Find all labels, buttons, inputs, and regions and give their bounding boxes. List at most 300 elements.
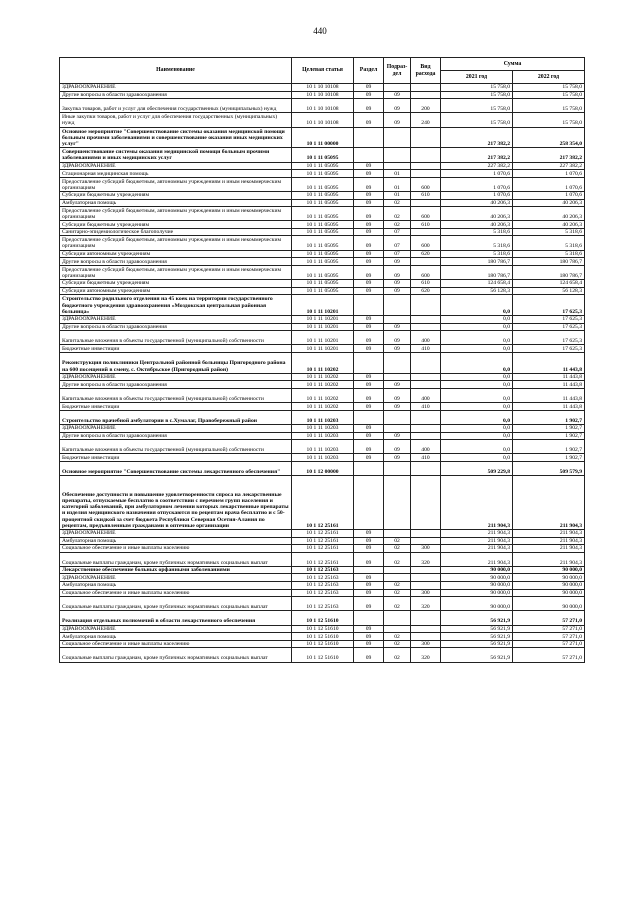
row-name: ЗДРАВООХРАНЕНИЕ bbox=[60, 529, 292, 537]
row-name: ЗДРАВООХРАНЕНИЕ bbox=[60, 373, 292, 381]
row-sum-2022: 5 318,6 bbox=[513, 236, 585, 250]
row-sum-2021: 1 070,6 bbox=[441, 191, 513, 199]
row-name: Основное мероприятие "Совершенствование системы оказания медицинской помощи больным прочими заболеваниями и совершенствование оказания иных медицинских услуг" bbox=[60, 127, 292, 148]
row-sum-2022: 57 271,0 bbox=[513, 611, 585, 625]
row-expense-type: 610 bbox=[411, 221, 441, 229]
row-section bbox=[354, 353, 384, 374]
row-sum-2021: 211 904,3 bbox=[441, 552, 513, 566]
row-target-code: 10 1 12 25163 bbox=[292, 582, 354, 590]
row-sum-2022: 15 758,0 bbox=[513, 91, 585, 99]
row-expense-type bbox=[411, 127, 441, 148]
row-expense-type bbox=[411, 323, 441, 331]
row-name: Бюджетные инвестиции bbox=[60, 345, 292, 353]
row-sum-2021: 0,0 bbox=[441, 403, 513, 411]
row-subsection: 09 bbox=[384, 331, 411, 345]
table-row bbox=[60, 582, 585, 590]
row-name: Другие вопросы в области здравоохранения bbox=[60, 258, 292, 266]
row-expense-type bbox=[411, 582, 441, 590]
row-sum-2021: 56 921,9 bbox=[441, 625, 513, 633]
table-row bbox=[60, 574, 585, 582]
row-expense-type bbox=[411, 295, 441, 316]
row-subsection bbox=[384, 625, 411, 633]
row-expense-type: 410 bbox=[411, 345, 441, 353]
row-sum-2021: 0,0 bbox=[441, 373, 513, 381]
row-sum-2021: 0,0 bbox=[441, 432, 513, 440]
table-row bbox=[60, 221, 585, 229]
row-expense-type: 400 bbox=[411, 331, 441, 345]
row-expense-type: 320 bbox=[411, 552, 441, 566]
row-section bbox=[354, 410, 384, 424]
row-target-code: 10 1 10 10108 bbox=[292, 99, 354, 113]
row-sum-2021: 227 382,2 bbox=[441, 162, 513, 170]
table-row bbox=[60, 625, 585, 633]
row-section: 09 bbox=[354, 454, 384, 462]
table-row bbox=[60, 280, 585, 288]
row-subsection bbox=[384, 410, 411, 424]
row-target-code: 10 1 12 51610 bbox=[292, 625, 354, 633]
row-target-code: 10 1 11 05095 bbox=[292, 265, 354, 279]
row-sum-2022: 11 443,8 bbox=[513, 353, 585, 374]
row-section: 09 bbox=[354, 589, 384, 597]
row-section: 09 bbox=[354, 403, 384, 411]
row-sum-2022: 40 206,3 bbox=[513, 221, 585, 229]
row-subsection: 02 bbox=[384, 640, 411, 648]
row-expense-type bbox=[411, 574, 441, 582]
row-sum-2021: 0,0 bbox=[441, 316, 513, 324]
row-subsection bbox=[384, 373, 411, 381]
row-subsection: 02 bbox=[384, 582, 411, 590]
row-name: Субсидии автономным учреждениям bbox=[60, 287, 292, 295]
row-sum-2021: 56 921,9 bbox=[441, 633, 513, 641]
row-sum-2022: 90 000,0 bbox=[513, 574, 585, 582]
row-name: Предоставление субсидий бюджетным, автономным учреждениям и иным некоммерческим организациям bbox=[60, 265, 292, 279]
row-name: Реализация отдельных полномочий в области лекарственного обеспечения bbox=[60, 611, 292, 625]
row-target-code: 10 1 11 00000 bbox=[292, 127, 354, 148]
row-sum-2022: 40 206,3 bbox=[513, 199, 585, 207]
row-expense-type: 400 bbox=[411, 388, 441, 402]
row-target-code: 10 1 12 25163 bbox=[292, 597, 354, 611]
row-section: 09 bbox=[354, 228, 384, 236]
row-name: Предоставление субсидий бюджетным, автономным учреждениям и иным некоммерческим организациям bbox=[60, 236, 292, 250]
row-section: 09 bbox=[354, 545, 384, 553]
table-row bbox=[60, 566, 585, 574]
row-target-code: 10 1 11 05095 bbox=[292, 177, 354, 191]
row-name: Строительство врачебной амбулатории в с.Хумалаг, Правобережный район bbox=[60, 410, 292, 424]
table-row bbox=[60, 258, 585, 266]
row-expense-type: 240 bbox=[411, 113, 441, 127]
header-2022: 2022 год bbox=[513, 71, 585, 84]
row-sum-2021: 0,0 bbox=[441, 295, 513, 316]
row-sum-2022: 1 902,7 bbox=[513, 454, 585, 462]
row-sum-2021: 40 206,3 bbox=[441, 221, 513, 229]
row-sum-2021: 1 070,6 bbox=[441, 170, 513, 178]
row-sum-2022: 1 070,6 bbox=[513, 191, 585, 199]
row-target-code: 10 1 12 51610 bbox=[292, 648, 354, 662]
row-expense-type bbox=[411, 381, 441, 389]
row-expense-type bbox=[411, 633, 441, 641]
row-sum-2022: 17 625,3 bbox=[513, 331, 585, 345]
row-sum-2021: 124 658,4 bbox=[441, 280, 513, 288]
row-subsection: 09 bbox=[384, 99, 411, 113]
row-subsection bbox=[384, 566, 411, 574]
row-subsection bbox=[384, 127, 411, 148]
row-sum-2021: 0,0 bbox=[441, 323, 513, 331]
table-row bbox=[60, 113, 585, 127]
row-section: 09 bbox=[354, 424, 384, 432]
row-sum-2021: 0,0 bbox=[441, 331, 513, 345]
row-name: Другие вопросы в области здравоохранения bbox=[60, 432, 292, 440]
row-sum-2021: 5 318,6 bbox=[441, 228, 513, 236]
row-name: Реконструкция поликлиники Центральной районной больницы Пригородного района на 600 посещений в смену, с. Октябрьское (Пригородный район) bbox=[60, 353, 292, 374]
row-section: 09 bbox=[354, 316, 384, 324]
row-subsection: 09 bbox=[384, 432, 411, 440]
row-sum-2022: 1 070,6 bbox=[513, 170, 585, 178]
row-section: 09 bbox=[354, 440, 384, 454]
row-expense-type: 300 bbox=[411, 545, 441, 553]
row-name: Амбулаторная помощь bbox=[60, 537, 292, 545]
row-target-code: 10 1 11 10201 bbox=[292, 331, 354, 345]
row-target-code: 10 1 12 51610 bbox=[292, 611, 354, 625]
row-name: Социальное обеспечение и иные выплаты населению bbox=[60, 589, 292, 597]
row-expense-type bbox=[411, 476, 441, 530]
row-sum-2022: 211 904,3 bbox=[513, 476, 585, 530]
row-expense-type: 600 bbox=[411, 177, 441, 191]
row-subsection: 09 bbox=[384, 265, 411, 279]
row-name: Иные закупки товаров, работ и услуг для обеспечения государственных (муниципальных) нужд bbox=[60, 113, 292, 127]
row-section: 09 bbox=[354, 170, 384, 178]
table-row bbox=[60, 440, 585, 454]
row-section: 09 bbox=[354, 250, 384, 258]
row-sum-2022: 217 382,2 bbox=[513, 148, 585, 162]
row-name: Капитальные вложения в объекты государственной (муниципальной) собственности bbox=[60, 331, 292, 345]
row-name: Бюджетные инвестиции bbox=[60, 403, 292, 411]
table-row bbox=[60, 424, 585, 432]
row-subsection: 09 bbox=[384, 323, 411, 331]
row-expense-type bbox=[411, 373, 441, 381]
row-section: 09 bbox=[354, 287, 384, 295]
row-target-code: 10 1 11 10203 bbox=[292, 454, 354, 462]
row-expense-type bbox=[411, 199, 441, 207]
row-name: ЗДРАВООХРАНЕНИЕ bbox=[60, 625, 292, 633]
row-sum-2021: 211 904,3 bbox=[441, 529, 513, 537]
table-row bbox=[60, 191, 585, 199]
row-subsection bbox=[384, 476, 411, 530]
row-sum-2021: 211 904,3 bbox=[441, 545, 513, 553]
row-subsection: 01 bbox=[384, 177, 411, 191]
row-expense-type: 620 bbox=[411, 250, 441, 258]
row-sum-2022: 11 443,8 bbox=[513, 373, 585, 381]
row-target-code: 10 1 11 05095 bbox=[292, 258, 354, 266]
table-row bbox=[60, 589, 585, 597]
row-name: Социальные выплаты гражданам, кроме публичных нормативных социальных выплат bbox=[60, 597, 292, 611]
table-row bbox=[60, 127, 585, 148]
row-name: Стационарная медицинская помощь bbox=[60, 170, 292, 178]
row-section: 09 bbox=[354, 207, 384, 221]
row-sum-2022: 90 000,0 bbox=[513, 589, 585, 597]
row-subsection: 09 bbox=[384, 258, 411, 266]
row-sum-2022: 1 902,7 bbox=[513, 432, 585, 440]
row-sum-2022: 17 625,3 bbox=[513, 345, 585, 353]
row-sum-2021: 90 000,0 bbox=[441, 589, 513, 597]
row-section: 09 bbox=[354, 381, 384, 389]
row-target-code: 10 1 12 25161 bbox=[292, 552, 354, 566]
row-sum-2021: 5 318,6 bbox=[441, 250, 513, 258]
row-section: 09 bbox=[354, 345, 384, 353]
row-sum-2021: 15 758,0 bbox=[441, 84, 513, 92]
row-subsection bbox=[384, 316, 411, 324]
row-sum-2021: 15 758,0 bbox=[441, 99, 513, 113]
table-row bbox=[60, 295, 585, 316]
row-section: 09 bbox=[354, 280, 384, 288]
header-target: Целевая статья bbox=[292, 58, 354, 84]
row-sum-2022: 57 271,0 bbox=[513, 648, 585, 662]
row-subsection: 07 bbox=[384, 228, 411, 236]
row-subsection: 02 bbox=[384, 207, 411, 221]
row-sum-2021: 0,0 bbox=[441, 454, 513, 462]
row-section bbox=[354, 461, 384, 475]
header-expense-type: Вид расхода bbox=[411, 58, 441, 84]
table-header bbox=[60, 58, 585, 84]
row-sum-2021: 0,0 bbox=[441, 381, 513, 389]
row-name: Обеспечение доступности и повышение удовлетворенности спроса на лекарственные препараты, отпускаемые бесплатно в соответствии с перечнем групп населения и категорий заболеваний, при амбулаторном лечении которых лекарственные препараты и изделия медицинского назначения отпускаются по рецептам врача бесплатно и с 50-процентной скидкой за счет бюджета Республики Северная Осетия-Алания по рецептам, предъявленным гражданами в оптечные организации bbox=[60, 476, 292, 530]
row-sum-2022: 57 271,0 bbox=[513, 633, 585, 641]
header-name: Наименование bbox=[60, 58, 292, 84]
row-subsection: 07 bbox=[384, 236, 411, 250]
row-sum-2022: 11 443,8 bbox=[513, 403, 585, 411]
row-expense-type: 600 bbox=[411, 236, 441, 250]
row-section: 09 bbox=[354, 388, 384, 402]
table-row bbox=[60, 316, 585, 324]
row-sum-2022: 90 000,0 bbox=[513, 566, 585, 574]
row-subsection: 09 bbox=[384, 287, 411, 295]
row-sum-2021: 1 070,6 bbox=[441, 177, 513, 191]
row-expense-type: 600 bbox=[411, 265, 441, 279]
row-sum-2022: 211 904,3 bbox=[513, 529, 585, 537]
row-expense-type: 600 bbox=[411, 207, 441, 221]
row-target-code: 10 1 11 10201 bbox=[292, 316, 354, 324]
row-subsection bbox=[384, 84, 411, 92]
table-row bbox=[60, 403, 585, 411]
row-section bbox=[354, 127, 384, 148]
table-row bbox=[60, 353, 585, 374]
row-expense-type bbox=[411, 316, 441, 324]
row-name: Амбулаторная помощь bbox=[60, 633, 292, 641]
row-target-code: 10 1 11 05095 bbox=[292, 221, 354, 229]
table-row bbox=[60, 545, 585, 553]
row-name: Санитарно-эпидемиологическое благополучие bbox=[60, 228, 292, 236]
row-sum-2022: 17 625,3 bbox=[513, 295, 585, 316]
row-sum-2022: 17 625,3 bbox=[513, 316, 585, 324]
table-row bbox=[60, 454, 585, 462]
row-name: Бюджетные инвестиции bbox=[60, 454, 292, 462]
row-name: ЗДРАВООХРАНЕНИЕ bbox=[60, 316, 292, 324]
row-sum-2021: 15 758,0 bbox=[441, 113, 513, 127]
row-expense-type bbox=[411, 228, 441, 236]
row-subsection bbox=[384, 295, 411, 316]
row-subsection: 02 bbox=[384, 221, 411, 229]
row-expense-type bbox=[411, 258, 441, 266]
row-target-code: 10 1 12 51610 bbox=[292, 633, 354, 641]
row-section bbox=[354, 476, 384, 530]
table-row bbox=[60, 323, 585, 331]
row-target-code: 10 1 10 10108 bbox=[292, 113, 354, 127]
row-expense-type bbox=[411, 353, 441, 374]
row-subsection: 09 bbox=[384, 381, 411, 389]
row-sum-2021: 40 206,3 bbox=[441, 199, 513, 207]
row-sum-2022: 211 904,3 bbox=[513, 552, 585, 566]
row-section: 09 bbox=[354, 84, 384, 92]
row-sum-2022: 1 902,7 bbox=[513, 440, 585, 454]
row-sum-2022: 211 904,3 bbox=[513, 545, 585, 553]
row-section: 09 bbox=[354, 432, 384, 440]
row-sum-2022: 57 271,0 bbox=[513, 640, 585, 648]
row-target-code: 10 1 10 10108 bbox=[292, 84, 354, 92]
row-target-code: 10 1 12 25163 bbox=[292, 589, 354, 597]
row-sum-2021: 509 229,8 bbox=[441, 461, 513, 475]
row-sum-2022: 11 443,8 bbox=[513, 388, 585, 402]
row-target-code: 10 1 12 25161 bbox=[292, 537, 354, 545]
table-row bbox=[60, 648, 585, 662]
row-name: Строительство родильного отделения на 45 коек на территории государственного бюджетного учреждения здравоохранения «Моздокская центральная районная больница» bbox=[60, 295, 292, 316]
row-sum-2022: 90 000,0 bbox=[513, 597, 585, 611]
table-body bbox=[60, 84, 585, 663]
row-target-code: 10 1 12 25161 bbox=[292, 545, 354, 553]
row-target-code: 10 1 11 05095 bbox=[292, 191, 354, 199]
row-expense-type: 410 bbox=[411, 403, 441, 411]
row-target-code: 10 1 11 10202 bbox=[292, 403, 354, 411]
row-sum-2021: 180 786,7 bbox=[441, 258, 513, 266]
table-row bbox=[60, 633, 585, 641]
row-sum-2021: 0,0 bbox=[441, 388, 513, 402]
row-section: 09 bbox=[354, 113, 384, 127]
row-target-code: 10 1 11 10201 bbox=[292, 323, 354, 331]
row-sum-2021: 5 318,6 bbox=[441, 236, 513, 250]
row-name: ЗДРАВООХРАНЕНИЕ bbox=[60, 574, 292, 582]
row-name: ЗДРАВООХРАНЕНИЕ bbox=[60, 84, 292, 92]
row-section: 09 bbox=[354, 574, 384, 582]
row-target-code: 10 1 11 10202 bbox=[292, 388, 354, 402]
row-target-code: 10 1 12 00000 bbox=[292, 461, 354, 475]
row-expense-type: 300 bbox=[411, 640, 441, 648]
row-sum-2021: 0,0 bbox=[441, 345, 513, 353]
row-expense-type: 620 bbox=[411, 287, 441, 295]
row-target-code: 10 1 11 05095 bbox=[292, 170, 354, 178]
table-row bbox=[60, 265, 585, 279]
table-row bbox=[60, 331, 585, 345]
table-row bbox=[60, 529, 585, 537]
row-sum-2022: 17 625,3 bbox=[513, 323, 585, 331]
row-section bbox=[354, 295, 384, 316]
row-name: Социальные выплаты гражданам, кроме публичных нормативных социальных выплат bbox=[60, 648, 292, 662]
page-number: 440 bbox=[313, 26, 327, 36]
row-expense-type bbox=[411, 162, 441, 170]
row-section: 09 bbox=[354, 323, 384, 331]
row-expense-type bbox=[411, 424, 441, 432]
row-expense-type bbox=[411, 148, 441, 162]
row-subsection bbox=[384, 461, 411, 475]
row-name: Капитальные вложения в объекты государственной (муниципальной) собственности bbox=[60, 440, 292, 454]
row-target-code: 10 1 11 05095 bbox=[292, 199, 354, 207]
row-sum-2022: 227 382,2 bbox=[513, 162, 585, 170]
row-sum-2021: 217 382,2 bbox=[441, 127, 513, 148]
row-sum-2021: 90 000,0 bbox=[441, 582, 513, 590]
row-sum-2021: 90 000,0 bbox=[441, 574, 513, 582]
row-sum-2022: 1 070,6 bbox=[513, 177, 585, 191]
row-name: Закупка товаров, работ и услуг для обеспечения государственных (муниципальных) нужд bbox=[60, 99, 292, 113]
table-row bbox=[60, 552, 585, 566]
row-section bbox=[354, 611, 384, 625]
row-expense-type bbox=[411, 410, 441, 424]
row-target-code: 10 1 11 05095 bbox=[292, 207, 354, 221]
row-sum-2022: 509 579,9 bbox=[513, 461, 585, 475]
row-name: Субсидии бюджетным учреждениям bbox=[60, 280, 292, 288]
row-sum-2021: 0,0 bbox=[441, 440, 513, 454]
row-target-code: 10 1 12 25161 bbox=[292, 529, 354, 537]
row-section bbox=[354, 148, 384, 162]
row-expense-type bbox=[411, 461, 441, 475]
table-row bbox=[60, 461, 585, 475]
row-section: 09 bbox=[354, 258, 384, 266]
header-section: Раздел bbox=[354, 58, 384, 84]
row-section: 09 bbox=[354, 265, 384, 279]
row-expense-type bbox=[411, 91, 441, 99]
row-sum-2021: 211 904,3 bbox=[441, 537, 513, 545]
row-section: 09 bbox=[354, 552, 384, 566]
row-section bbox=[354, 566, 384, 574]
row-expense-type: 610 bbox=[411, 191, 441, 199]
row-sum-2021: 40 206,3 bbox=[441, 207, 513, 221]
row-target-code: 10 1 10 10108 bbox=[292, 91, 354, 99]
row-name: Социальное обеспечение и иные выплаты населению bbox=[60, 640, 292, 648]
row-sum-2021: 56 921,9 bbox=[441, 648, 513, 662]
row-section: 09 bbox=[354, 597, 384, 611]
row-subsection bbox=[384, 424, 411, 432]
row-section: 09 bbox=[354, 640, 384, 648]
table-row bbox=[60, 170, 585, 178]
row-sum-2021: 217 382,2 bbox=[441, 148, 513, 162]
row-section: 09 bbox=[354, 373, 384, 381]
table-row bbox=[60, 162, 585, 170]
row-subsection: 09 bbox=[384, 440, 411, 454]
row-subsection: 09 bbox=[384, 403, 411, 411]
table-row bbox=[60, 287, 585, 295]
row-sum-2022: 90 000,0 bbox=[513, 582, 585, 590]
table-row bbox=[60, 99, 585, 113]
row-target-code: 10 1 12 51610 bbox=[292, 640, 354, 648]
row-name: Субсидии автономным учреждениям bbox=[60, 250, 292, 258]
row-expense-type bbox=[411, 625, 441, 633]
row-expense-type bbox=[411, 529, 441, 537]
row-target-code: 10 1 11 05095 bbox=[292, 250, 354, 258]
row-target-code: 10 1 11 10203 bbox=[292, 432, 354, 440]
table-row bbox=[60, 597, 585, 611]
row-target-code: 10 1 11 05095 bbox=[292, 280, 354, 288]
row-name: ЗДРАВООХРАНЕНИЕ bbox=[60, 424, 292, 432]
row-section: 09 bbox=[354, 191, 384, 199]
row-expense-type bbox=[411, 432, 441, 440]
row-target-code: 10 1 11 10201 bbox=[292, 295, 354, 316]
row-sum-2022: 5 318,6 bbox=[513, 228, 585, 236]
row-sum-2022: 15 758,0 bbox=[513, 113, 585, 127]
row-name: Предоставление субсидий бюджетным, автономным учреждениям и иным некоммерческим организациям bbox=[60, 207, 292, 221]
row-name: ЗДРАВООХРАНЕНИЕ bbox=[60, 162, 292, 170]
row-name: Субсидии бюджетным учреждениям bbox=[60, 221, 292, 229]
row-name: Субсидии бюджетным учреждениям bbox=[60, 191, 292, 199]
row-subsection: 02 bbox=[384, 552, 411, 566]
table-row bbox=[60, 207, 585, 221]
row-section: 09 bbox=[354, 529, 384, 537]
row-expense-type: 200 bbox=[411, 99, 441, 113]
